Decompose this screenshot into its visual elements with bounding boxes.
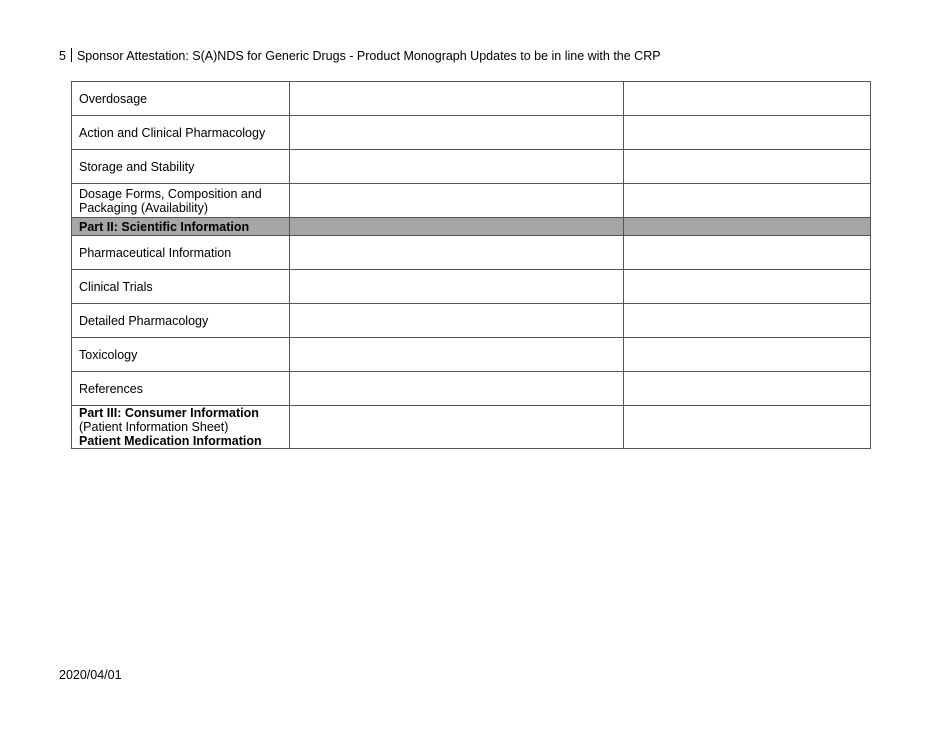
table-row xyxy=(72,184,871,218)
row-label: Clinical Trials xyxy=(72,270,290,304)
table-row xyxy=(72,236,871,270)
consumer-info-title: Part III: Consumer Information xyxy=(79,406,259,420)
table-row xyxy=(72,338,871,372)
page-header xyxy=(59,48,661,63)
response-cell[interactable] xyxy=(290,304,624,338)
comment-cell[interactable] xyxy=(624,82,871,116)
comment-cell[interactable] xyxy=(624,406,871,449)
row-label: Storage and Stability xyxy=(72,150,290,184)
response-cell[interactable] xyxy=(290,82,624,116)
attestation-table xyxy=(71,81,871,449)
response-cell[interactable] xyxy=(290,406,624,449)
comment-cell[interactable] xyxy=(624,184,871,218)
section-label: Part II: Scientific Information xyxy=(72,218,290,236)
document-title: Sponsor Attestation: S(A)NDS for Generic Drugs - Product Monograph Updates to be in line with the CRP xyxy=(76,49,661,63)
row-label: Detailed Pharmacology xyxy=(72,304,290,338)
page-number: 5 xyxy=(59,49,66,63)
response-cell[interactable] xyxy=(290,184,624,218)
comment-cell[interactable] xyxy=(624,372,871,406)
section-fill-cell xyxy=(290,218,624,236)
row-label: Action and Clinical Pharmacology xyxy=(72,116,290,150)
response-cell[interactable] xyxy=(290,270,624,304)
comment-cell[interactable] xyxy=(624,304,871,338)
response-cell[interactable] xyxy=(290,338,624,372)
comment-cell[interactable] xyxy=(624,338,871,372)
table-row xyxy=(72,372,871,406)
patient-info-sheet-label: (Patient Information Sheet) xyxy=(79,420,229,434)
comment-cell[interactable] xyxy=(624,236,871,270)
response-cell[interactable] xyxy=(290,116,624,150)
table-row xyxy=(72,304,871,338)
table-row xyxy=(72,406,871,449)
table-row xyxy=(72,82,871,116)
response-cell[interactable] xyxy=(290,372,624,406)
footer-date: 2020/04/01 xyxy=(59,668,122,682)
table-row xyxy=(72,116,871,150)
comment-cell[interactable] xyxy=(624,150,871,184)
row-label: Pharmaceutical Information xyxy=(72,236,290,270)
comment-cell[interactable] xyxy=(624,270,871,304)
row-label: Overdosage xyxy=(72,82,290,116)
table-row xyxy=(72,270,871,304)
patient-medication-info-label: Patient Medication Information xyxy=(79,434,262,448)
table-row xyxy=(72,150,871,184)
row-label: Dosage Forms, Composition and Packaging (Availability) xyxy=(72,184,290,218)
section-header-row xyxy=(72,218,871,236)
header-separator xyxy=(71,48,72,62)
comment-cell[interactable] xyxy=(624,116,871,150)
row-label: References xyxy=(72,372,290,406)
section-fill-cell xyxy=(624,218,871,236)
response-cell[interactable] xyxy=(290,150,624,184)
row-label: Toxicology xyxy=(72,338,290,372)
consumer-info-label xyxy=(72,406,290,449)
response-cell[interactable] xyxy=(290,236,624,270)
